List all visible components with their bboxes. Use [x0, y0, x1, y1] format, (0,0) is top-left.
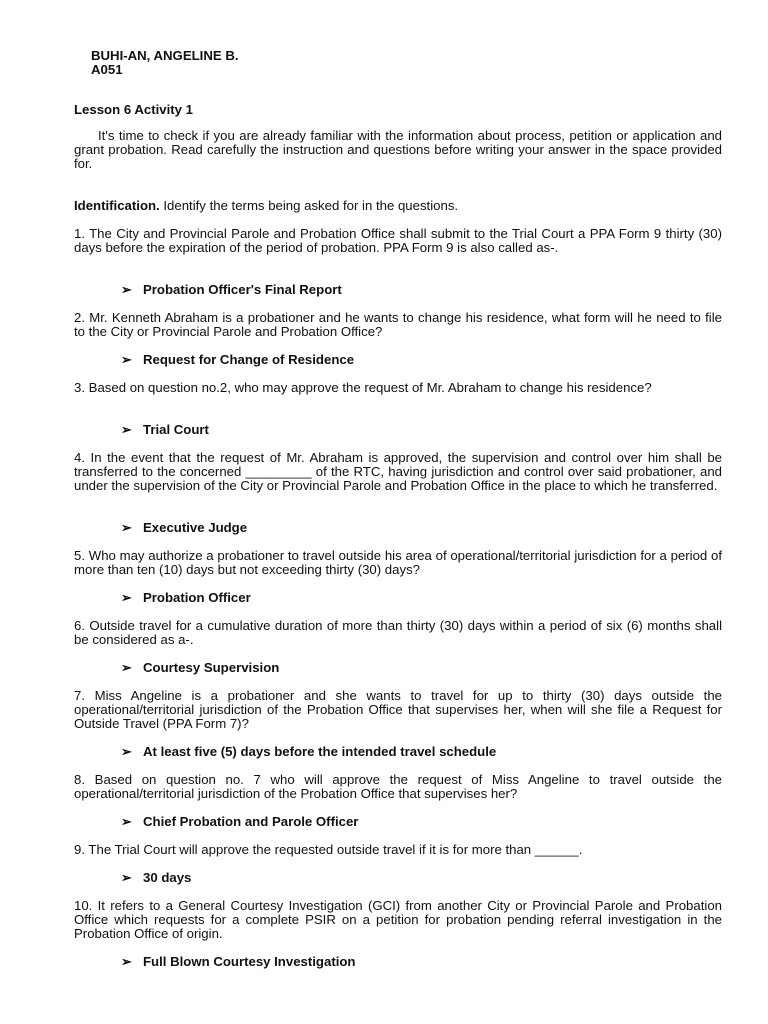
question-7: 7. Miss Angeline is a probationer and she wants to travel for up to thirty (30) days outside the operational/territorial jurisdiction of the Probation Office that supervises her, when will she file a Request for Outside Travel (PPA Form 7)?: [74, 688, 722, 731]
answer-text: Chief Probation and Parole Officer: [143, 814, 359, 829]
question-3: 3. Based on question no.2, who may approve the request of Mr. Abraham to change his residence?: [74, 380, 652, 395]
student-name: BUHI-AN, ANGELINE B.: [91, 48, 239, 63]
answer-5: [121, 591, 251, 605]
answer-2: [121, 353, 354, 367]
question-5: 5. Who may authorize a probationer to travel outside his area of operational/territorial jurisdiction for a period of more than ten (10) days but not exceeding thirty (30) days?: [74, 548, 722, 577]
question-6: 6. Outside travel for a cumulative duration of more than thirty (30) days within a period of six (6) months shall be considered as a-.: [74, 618, 722, 647]
question-10: 10. It refers to a General Courtesy Investigation (GCI) from another City or Provincial Parole and Probation Office which requests for a complete PSIR on a petition for probation pending referral investigation in the Probation Office of origin.: [74, 898, 722, 941]
arrow-bullet-icon: ➢: [121, 744, 133, 759]
arrow-bullet-icon: ➢: [121, 870, 133, 885]
arrow-bullet-icon: ➢: [121, 660, 133, 675]
answer-3: [121, 423, 209, 437]
arrow-bullet-icon: ➢: [121, 814, 133, 829]
answer-text: Probation Officer's Final Report: [143, 282, 342, 297]
question-9: 9. The Trial Court will approve the requested outside travel if it is for more than ______.: [74, 842, 583, 857]
arrow-bullet-icon: ➢: [121, 590, 133, 605]
arrow-bullet-icon: ➢: [121, 520, 133, 535]
answer-text: Executive Judge: [143, 520, 248, 535]
answer-10: [121, 955, 355, 969]
answer-1: [121, 283, 342, 297]
answer-7: [121, 745, 496, 759]
answer-text: Full Blown Courtesy Investigation: [143, 954, 356, 969]
answer-8: [121, 815, 358, 829]
answer-text: Courtesy Supervision: [143, 660, 280, 675]
arrow-bullet-icon: ➢: [121, 352, 133, 367]
instruction-label: Identification.: [74, 198, 160, 213]
answer-text: At least five (5) days before the intended travel schedule: [143, 744, 497, 759]
arrow-bullet-icon: ➢: [121, 954, 133, 969]
arrow-bullet-icon: ➢: [121, 422, 133, 437]
answer-text: Probation Officer: [143, 590, 251, 605]
answer-text: Request for Change of Residence: [143, 352, 355, 367]
answer-text: 30 days: [143, 870, 192, 885]
arrow-bullet-icon: ➢: [121, 282, 133, 297]
lesson-title: Lesson 6 Activity 1: [74, 102, 193, 117]
answer-9: [121, 871, 191, 885]
question-4: 4. In the event that the request of Mr. Abraham is approved, the supervision and control over him shall be transferred to the concerned _________ of the RTC, having jurisdiction and control over said probationer, and under the supervision of the City or Provincial Parole and Probation Office in the place to which he transferred.: [74, 450, 722, 493]
instruction-text: Identify the terms being asked for in the questions.: [159, 198, 459, 213]
question-2: 2. Mr. Kenneth Abraham is a probationer and he wants to change his residence, what form will he need to file to the City or Provincial Parole and Probation Office?: [74, 310, 722, 339]
question-1: 1. The City and Provincial Parole and Probation Office shall submit to the Trial Court a PPA Form 9 thirty (30) days before the expiration of the period of probation. PPA Form 9 is also called as-.: [74, 226, 722, 255]
answer-text: Trial Court: [143, 422, 209, 437]
question-8: 8. Based on question no. 7 who will approve the request of Miss Angeline to travel outside the operational/territorial jurisdiction of the Probation Office that supervises her?: [74, 772, 722, 801]
answer-6: [121, 661, 279, 675]
intro-paragraph: It's time to check if you are already familiar with the information about process, petition or application and grant probation. Read carefully the instruction and questions before writing your answer in the space provided for.: [74, 128, 722, 171]
student-code: A051: [91, 62, 123, 77]
instruction-line: [74, 199, 722, 213]
answer-4: [121, 521, 247, 535]
